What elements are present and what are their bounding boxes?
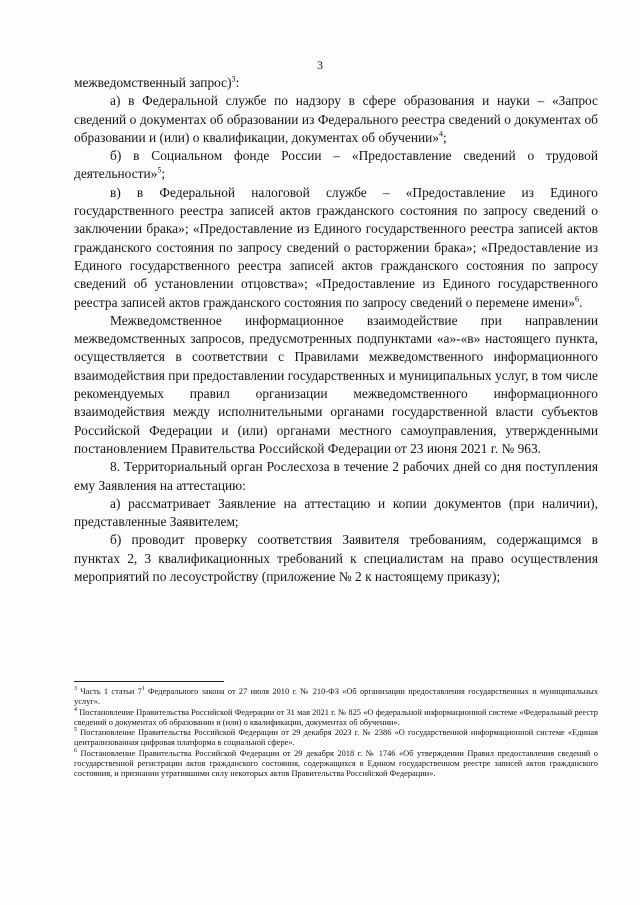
paragraph: 8. Территориальный орган Рослесхоза в течение 2 рабочих дней со дня поступления ему Заявления на аттестацию: (74, 459, 598, 493)
footnote: $^4$ Постановление Правительства Российской Федерации от 31 мая 2021 г. № 825 «О федеральной информационной системе «Федеральный реестр сведений о документах об образовании и (или) о квалификации, документах об обучении». (74, 706, 598, 727)
main-text (74, 74, 598, 586)
footnote: $^5$ Постановление Правительства Российской Федерации от 29 декабря 2023 г. № 2386 «О государственной информационной системе «Единая централизованная цифровая платформа в социальной сфере». (74, 727, 599, 748)
footnotes (74, 687, 598, 780)
paragraph: Межведомственное информационное взаимодействие при направлении межведомственных запросов, предусмотренных подпунктами «а»-«в» настоящего пункта, осуществляется в соответствии с Правилами межведомственного информационного взаимодействия при предоставлении государственных и муниципальных услуг, в том числе рекомендуемых правил организации межведомственного информационного взаимодействия между исполнительными органами государственной власти субъектов Российской Федерации и (или) органами местного самоуправления, утвержденными постановлением Правительства Российской Федерации от 23 июня 2021 г. № 963. (74, 312, 598, 456)
paragraph: в) в Федеральной налоговой службе – «Предоставление из Единого государственного реестра записей актов гражданского состояния по запросу сведений о заключении брака»; «Предоставление из Единого государственного реестра записей актов гражданского состояния по запросу сведений о расторжении брака»; «Предоставление из Единого государственного реестра записей актов гражданского состояния по запросу сведений об установлении отцовства»; «Предоставление из Единого государственного реестра записей актов гражданского состояния по запросу сведений о перемене имени»$^6$. (74, 184, 598, 310)
paragraph: б) в Социальном фонде России – «Предоставление сведений о трудовой деятельности»$^5$; (74, 148, 598, 182)
footnote-separator (74, 681, 224, 682)
paragraph: а) в Федеральной службе по надзору в сфере образования и науки – «Запрос сведений о документах об образовании из Федерального реестра сведений о документах об образовании и (или) о квалификации, документах об обучении»$^4$; (74, 93, 598, 145)
page-number: 3 (317, 58, 323, 72)
footnote: $^6$ Постановление Правительства Российской Федерации от 29 декабря 2018 г. № 1746 «Об утверждении Правил предоставления сведений о государственной регистрации актов гражданского состояния, содержащихся в Едином государственном реестре записей актов гражданского состояния, и признании утратившими силу некоторых актов Правительства Российской Федерации». (74, 747, 598, 779)
footnote: $^3$ Часть 1 статьи $7^1$ Федерального закона от 27 июля 2010 г. № 210-ФЗ «Об организации предоставления государственных и муниципальных услуг». (74, 686, 598, 707)
paragraph: б) проводит проверку соответствия Заявителя требованиям, содержащимся в пунктах 2, 3 квалификационных требований к специалистам на право осуществления мероприятий по лесоустройству (приложение № 2 к настоящему приказу); (74, 532, 598, 585)
paragraph: а) рассматривает Заявление на аттестацию и копии документов (при наличии), представленные Заявителем; (74, 495, 598, 530)
paragraph: межведомственный запрос)$^3$: (74, 74, 240, 90)
